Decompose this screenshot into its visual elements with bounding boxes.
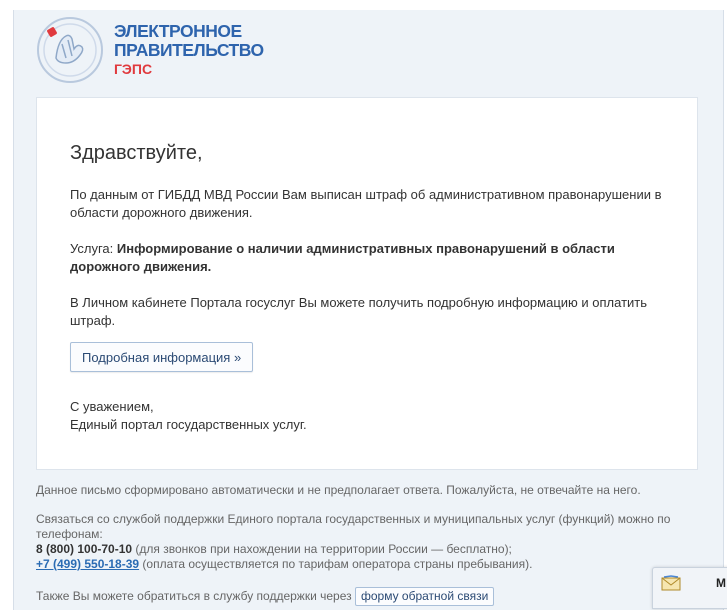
fine-notice-text: По данным от ГИБДД МВД России Вам выписан штраф об административном правонарушении в области дорожного движения. [70,187,662,220]
portal-info-text: В Личном кабинете Портала госуслуг Вы можете получить подробную информацию и оплатить штраф. [70,295,648,328]
support-contacts [36,512,696,572]
support-intro: Связаться со службой поддержки Единого портала государственных и муниципальных услуг (функций) можно по телефонам: [36,512,671,541]
service-text [70,240,670,276]
service-label: Услуга: [70,241,114,256]
mail-notification-popup[interactable] [652,567,727,609]
greeting-heading: Здравствуйте, [70,142,203,164]
egov-logo [36,14,336,88]
closing-line-1: С уважением, [70,399,154,414]
phone-international-link[interactable]: +7 (499) 550-18-39 [36,557,140,571]
details-button[interactable]: Подробная информация » [70,342,253,372]
feedback-text [36,587,696,606]
egov-emblem-icon [36,14,108,86]
phone-international-note: (оплата осуществляется по тарифам оператора страны пребывания). [142,557,533,571]
email-frame [13,10,724,610]
closing-text [70,398,670,434]
auto-generated-notice: Данное письмо сформировано автоматически и не предполагает ответа. Пожалуйста, не отвечайте на него. [36,483,641,497]
feedback-intro: Также Вы можете обратиться в службу поддержки через [36,589,352,603]
service-name: Информирование о наличии административных правонарушений в области дорожного движения. [70,241,615,274]
notification-label: М [716,576,726,590]
egov-logo-text [114,22,264,77]
phone-free: 8 (800) 100-70-10 [36,542,133,556]
closing-line-2: Единый портал государственных услуг. [70,417,307,432]
logo-line-2: ПРАВИТЕЛЬСТВО [114,40,264,60]
logo-line-1: ЭЛЕКТРОННОЕ [114,21,242,41]
logo-subtitle: ГЭПС [114,61,153,77]
phone-free-note: (для звонков при нахождении на территории России — бесплатно); [135,542,512,556]
envelope-icon [661,575,681,591]
message-card [36,97,698,470]
feedback-form-button[interactable]: форму обратной связи [355,587,494,606]
